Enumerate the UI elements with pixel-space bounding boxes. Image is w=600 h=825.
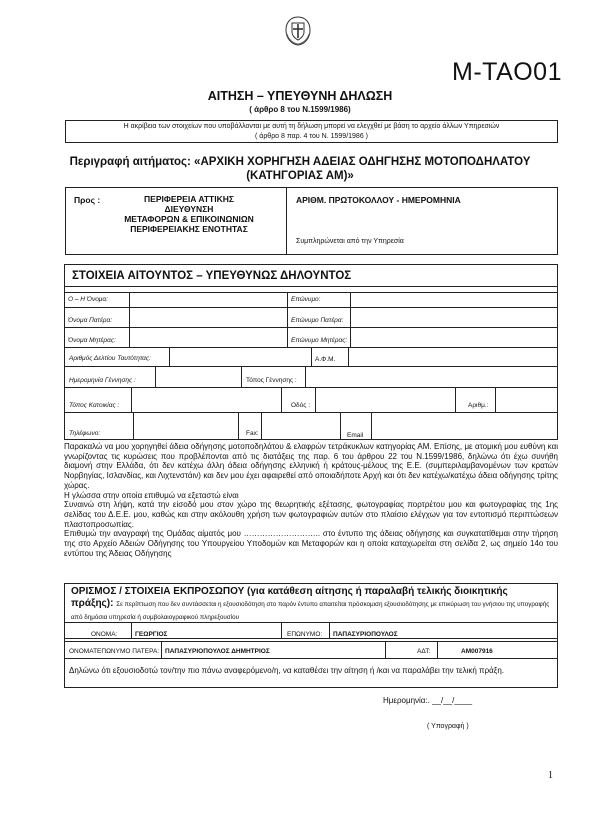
representative-section bbox=[64, 583, 558, 688]
notice-line-1: Η ακρίβεια των στοιχείων που υποβάλλονται με αυτή τη δήλωση μπορεί να ελεγχθεί με βάση το αρχείο άλλων Υπηρεσιών bbox=[123, 123, 500, 130]
applicant-section-title: ΣΤΟΙΧΕΙΑ ΑΙΤΟΥΝΤΟΣ – ΥΠΕΥΘΥΝΩΣ ΔΗΛΟΥΝΤΟΣ bbox=[72, 270, 352, 282]
declaration-text bbox=[64, 442, 558, 558]
birth-date-label: Ημερομηνία Γέννησης : bbox=[69, 377, 136, 384]
rep-name-label: ΟΝΟΜΑ: bbox=[91, 631, 118, 638]
birth-date-field[interactable] bbox=[155, 367, 241, 387]
page-number: 1 bbox=[548, 770, 553, 781]
request-description-line-2: (ΚΑΤΗΓΟΡΙΑΣ ΑΜ)» bbox=[246, 170, 354, 182]
phone-field[interactable] bbox=[133, 413, 238, 439]
fax-label: Fax: bbox=[246, 430, 259, 437]
street-label: Οδός : bbox=[291, 402, 311, 409]
mother-surname-label: Επώνυμο Μητέρας: bbox=[291, 337, 348, 344]
exam-language-line: Η γλώσσα στην οποία επιθυμώ να εξεταστώ είναι bbox=[64, 490, 239, 500]
photo-consent-paragraph: Συναινώ στη λήψη, κατά την είσοδό μου στον χώρο της θεωρητικής εξέτασης, φωτογραφίας πορτρέτου μου και φωτογραφίας της 1ης σελίδας του Δ.Ε.Ε. μου, καθώς και στην ακόλουθη χρήση των φωτογραφιών αυτών στο πλαίσιο ελέγχων για τον εντοπισμό περιπτώσεων πλαστοπροσωπίας. bbox=[64, 500, 558, 529]
representative-title bbox=[71, 586, 551, 624]
request-description bbox=[40, 155, 560, 183]
mother-surname-field[interactable] bbox=[350, 328, 555, 347]
number-field[interactable] bbox=[495, 388, 555, 412]
father-surname-label: Επώνυμο Πατέρα: bbox=[291, 317, 344, 324]
rep-adt-label: ΑΔΤ: bbox=[417, 648, 431, 655]
declaration-paragraph: Παρακαλώ να μου χορηγηθεί άδεια οδήγησης μοτοποδηλάτου & ελαφρών τετράκυκλων κατηγορίας ΑΜ. Επίσης, με ατομική μου ευθύνη και γνωρίζοντας τις κυρώσεις που προβλέπονται από τις διατάξεις της παρ. 6 του άρθρου 22 του Ν.1599/1986, δηλώνω ότι έχω συνήθη διαμονή στην Ελλάδα, ότι δεν κατέχω άλλη άδεια οδήγησης ελληνική ή κράτους-μέλους της Ε.Ε. (συμπεριλαμβανομένων των κρατών Νορβηγίας, Ισλανδίας, και Λιχτενστάιν) και δεν μου έχει αφαιρεθεί από οποιαδήποτε Αρχή και ότι δεν κατέχω/κατέχω άδεια οδήγησης τρίτης χώρας. bbox=[64, 442, 558, 490]
email-label: Email bbox=[347, 432, 364, 439]
blood-type-paragraph: Επιθυμώ την αναγραφή της Ομάδας αίματός μου ……………………….. στο έντυπο της άδειας οδήγησης και συγκατατίθεμαι στην τήρηση της στο Αρχείο Αδειών Οδήγησης του Υπουργείου Υποδομών και Μεταφορών και η οποία καταχωρείται στη σελίδα 2, ως σημείο 14ο του εντύπου της Άδειας Οδήγησης bbox=[64, 529, 558, 558]
representative-heading: ΟΡΙΣΜΟΣ / ΣΤΟΙΧΕΙΑ ΕΚΠΡΟΣΩΠΟΥ (για κατάθεση αίτησης ή παραλαβή τελικής διοικητικής πράξης): bbox=[71, 586, 508, 609]
afm-label: Α.Φ.Μ. bbox=[315, 356, 336, 363]
id-number-label: Αριθμός Δελτίου Ταυτότητας: bbox=[69, 355, 151, 362]
protocol-label: ΑΡΙΘΜ. ΠΡΩΤΟΚΟΛΛΟΥ - ΗΜΕΡΟΜΗΝΙΑ bbox=[296, 195, 461, 205]
father-surname-field[interactable] bbox=[350, 308, 555, 327]
fax-field[interactable] bbox=[261, 413, 340, 439]
signature-label: ( Υπογραφή ) bbox=[427, 723, 469, 730]
notice-line-2: ( άρθρο 8 παρ. 4 του Ν. 1599/1986 ) bbox=[255, 133, 368, 140]
authority-name bbox=[104, 194, 274, 234]
afm-field[interactable] bbox=[348, 348, 555, 366]
form-title: ΑΙΤΗΣΗ – ΥΠΕΥΘΥΝΗ ΔΗΛΩΣΗ bbox=[207, 89, 393, 103]
applicant-section bbox=[64, 264, 558, 440]
phone-label: Τηλέφωνο: bbox=[69, 430, 101, 437]
authority-line: ΠΕΡΙΦΕΡΕΙΑ ΑΤΤΙΚΗΣ bbox=[144, 194, 234, 204]
father-name-label: Όνομα Πατέρα: bbox=[68, 317, 113, 324]
rep-surname-label: ΕΠΩΝΥΜΟ: bbox=[287, 631, 323, 638]
rep-father-value[interactable]: ΠΑΠΑΣΥΡΙΟΠΟΥΛΟΣ ΔΗΜΗΤΡΙΟΣ bbox=[165, 648, 270, 655]
authority-line: ΔΙΕΥΘΥΝΣΗ bbox=[164, 204, 214, 214]
mother-name-label: Όνομα Μητέρας: bbox=[68, 337, 116, 344]
request-description-line-1: Περιγραφή αιτήματος: «ΑΡΧΙΚΗ ΧΟΡΗΓΗΣΗ ΑΔΕΙΑΣ ΟΔΗΓΗΣΗΣ ΜΟΤΟΠΟΔΗΛΑΤΟΥ bbox=[69, 156, 531, 168]
rep-adt-value[interactable]: ΑΜ007916 bbox=[461, 648, 493, 655]
father-name-field[interactable] bbox=[129, 308, 287, 327]
surname-label: Επώνυμο: bbox=[291, 296, 321, 303]
accuracy-notice bbox=[65, 120, 558, 143]
form-code: M-TAO01 bbox=[452, 58, 562, 86]
rep-surname-value[interactable]: ΠΑΠΑΣΥΡΙΟΠΟΥΛΟΣ bbox=[333, 631, 398, 638]
street-field[interactable] bbox=[315, 388, 455, 412]
rep-authorization-declaration: Δηλώνω ότι εξουσιοδοτώ τον/την πιο πάνω αναφερόμενο/η, να καταθέσει την αίτηση ή /και να παραλάβει την τελική πράξη. bbox=[69, 666, 504, 675]
recipient-box bbox=[65, 187, 558, 255]
greek-coat-of-arms-icon bbox=[281, 14, 315, 48]
protocol-note: Συμπληρώνεται από την Υπηρεσία bbox=[296, 238, 404, 245]
first-name-label: Ο – Η Όνομα: bbox=[68, 296, 108, 303]
representative-note: Σε περίπτωση που δεν συντάσσεται η εξουσιοδότηση στο παρόν έντυπο απαιτείται πρόσκομιση εξουσιοδότησης με επικύρωση του γνήσιου της υπογραφής από δημόσια υπηρεσία ή συμβολαιογραφικού πληρεξουσίου bbox=[71, 601, 550, 621]
birth-place-field[interactable] bbox=[305, 367, 555, 387]
number-label: Αριθμ.: bbox=[468, 402, 489, 409]
first-name-field[interactable] bbox=[129, 293, 287, 307]
email-field[interactable] bbox=[371, 413, 555, 439]
residence-label: Τόπος Κατοικίας : bbox=[69, 402, 120, 409]
residence-field[interactable] bbox=[131, 388, 281, 412]
birth-place-label: Τόπος Γέννησης : bbox=[246, 377, 297, 384]
mother-name-field[interactable] bbox=[129, 328, 287, 347]
id-number-field[interactable] bbox=[169, 348, 311, 366]
rep-name-value[interactable]: ΓΕΩΡΓΙΟΣ bbox=[135, 631, 168, 638]
to-label: Προς : bbox=[74, 195, 101, 205]
rep-father-label: ΟΝΟΜΑΤΕΠΩΝΥΜΟ ΠΑΤΕΡΑ: bbox=[69, 648, 160, 655]
date-line[interactable]: Ημερομηνία:. __/__/____ bbox=[383, 696, 473, 705]
authority-line: ΠΕΡΙΦΕΡΕΙΑΚΗΣ ΕΝΟΤΗΤΑΣ bbox=[130, 224, 248, 234]
authority-line: ΜΕΤΑΦΟΡΩΝ & ΕΠΙΚΟΙΝΩΝΙΩΝ bbox=[124, 214, 254, 224]
form-subtitle: ( άρθρο 8 του Ν.1599/1986) bbox=[249, 105, 351, 114]
surname-field[interactable] bbox=[350, 293, 555, 307]
